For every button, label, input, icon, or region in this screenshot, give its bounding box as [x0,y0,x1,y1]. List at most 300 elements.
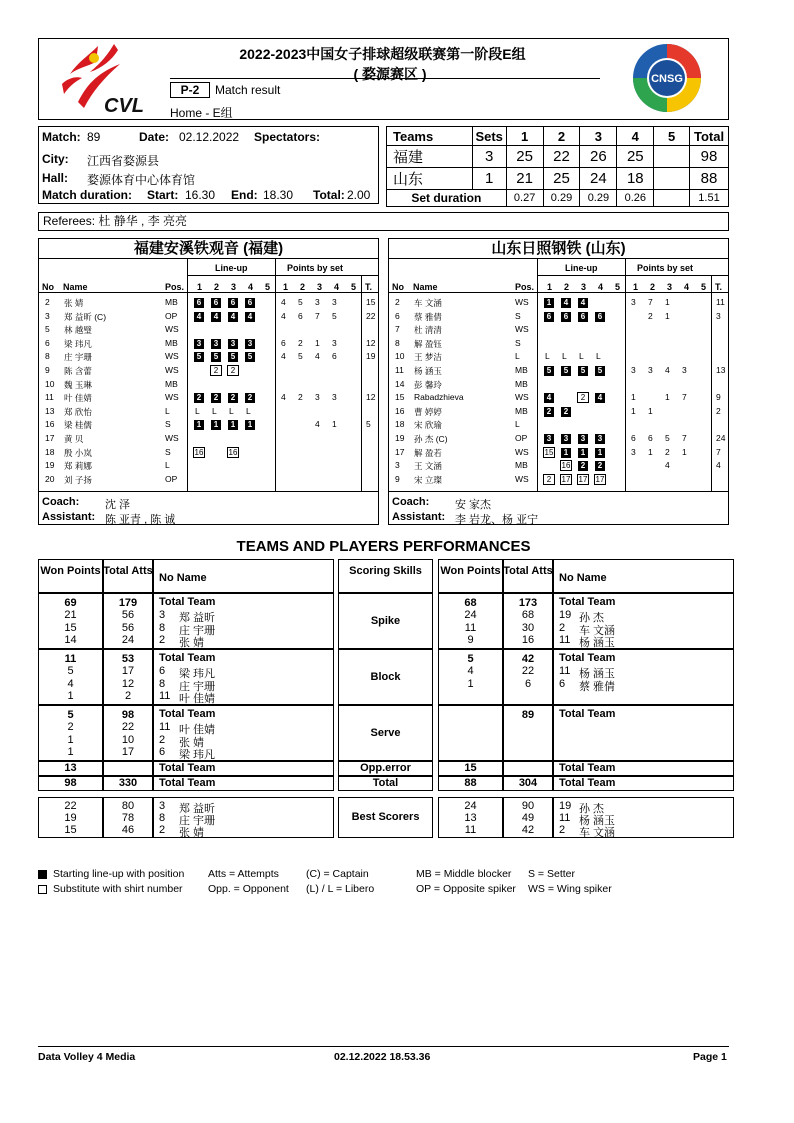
score-header: 3 [580,127,617,146]
player-number: 3 [45,310,50,321]
starting-position: 4 [211,312,221,322]
starting-position: 3 [228,339,238,349]
set-col-header: 5 [701,282,707,292]
libero-marker: L [246,405,251,416]
player-attempts: 10 [121,733,135,746]
team-b-name: 山东日照钢铁 (山东) [389,239,728,259]
player-name: 庄 宇珊 [64,352,92,363]
best-player-name: 车 文涵 [579,827,616,839]
player-number: 11 [559,665,571,677]
player-name: 梁 桂儒 [64,420,92,431]
set-points: 3 [631,365,636,375]
best-won-points: 24 [464,800,477,812]
hall-value: 婺源体育中心体育馆 [87,173,196,187]
summary-attempts: 330 [118,777,138,789]
player-number: 11 [159,690,171,702]
team-a-name: 福建安溪铁观音 (福建) [39,239,378,259]
player-number: 17 [395,446,405,457]
player-attempts: 56 [121,609,135,621]
score-header: 1 [506,127,543,146]
set-points: 4 [315,419,320,430]
set-col-header: 3 [667,282,673,292]
grid-line [537,259,538,491]
summary-label: Total Team [159,762,216,774]
best-player-number: 3 [159,800,166,812]
player-number: 3 [159,609,166,621]
name-header: Name [63,282,88,292]
player-name: 宋 立璨 [414,474,442,485]
starting-position: 6 [228,298,238,308]
team-attempts: 173 [518,597,538,609]
starting-position: 4 [245,312,255,322]
pos-header: Pos. [165,282,185,292]
substitute-number: 2 [227,365,239,376]
team-attempts: 89 [521,709,535,721]
set-points: 3 [315,392,320,403]
player-won-points: 2 [67,721,74,733]
score-cell [654,168,690,190]
player-attempts: 17 [121,746,135,758]
player-position: MB [515,460,528,471]
lineup-header: Line-up [215,263,248,273]
player-attempts: 17 [121,665,135,677]
starting-position: 6 [578,312,588,322]
set-col-header: 5 [351,282,357,292]
player-name: 蔡 雅倩 [579,680,616,693]
set-points: 2 [298,337,303,348]
set-points: 1 [665,297,670,307]
set-duration [654,190,690,207]
t-header: T. [365,282,373,292]
won-points-header: Won Points [40,565,101,577]
player-number: 2 [159,733,166,746]
player-position: L [165,405,170,416]
set-points: 6 [631,433,636,443]
total-points: 4 [716,460,721,471]
player-won-points: 9 [467,634,474,646]
team-total-label: Total Team [159,652,216,664]
won-points-header: Won Points [440,565,501,577]
no-name-header: No Name [559,572,607,584]
player-attempts: 22 [521,665,535,677]
player-attempts: 16 [521,634,535,646]
starting-position: 2 [544,407,554,417]
starting-position: 4 [595,393,605,403]
set-points: 7 [315,310,320,321]
starting-position: 5 [228,352,238,362]
set-col-header: 3 [231,282,237,292]
player-number: 18 [395,419,405,430]
summary-label: Total Team [559,777,616,789]
coach-label: Coach: [392,496,430,508]
player-number: 8 [159,677,166,690]
summary-cell [103,761,153,776]
set-duration-row [387,190,729,207]
team-a-roster [38,238,379,525]
player-position: WS [165,365,179,375]
player-name: 殷 小岚 [64,447,92,458]
player-number: 16 [395,405,405,416]
player-won-points: 4 [467,665,474,677]
total-points: 13 [716,365,726,375]
score-header: Total [690,127,729,146]
set-points: 4 [281,297,286,307]
summary-label: Total Team [559,762,616,774]
team-cell: 山东 [387,168,473,190]
player-attempts: 2 [124,690,132,702]
player-number: 9 [395,473,400,484]
player-attempts: 30 [521,621,535,634]
starting-position: 2 [561,407,571,417]
player-won-points: 15 [64,621,77,634]
player-position: WS [515,392,529,403]
player-position: MB [165,337,178,348]
player-number: 11 [45,392,54,403]
team-attempts: 53 [121,653,135,665]
starting-position: 2 [211,393,221,403]
legend-item: Substitute with shirt number [53,883,183,895]
player-number: 8 [159,621,166,634]
best-won-points: 22 [64,800,77,812]
player-number: 10 [45,378,55,389]
end-time: 18.30 [263,188,294,202]
summary-attempts: 304 [518,777,538,789]
team-won-points: 69 [64,597,77,609]
score-cell: 21 [506,168,543,190]
score-cell: 18 [617,168,654,190]
set-duration: 0.27 [506,190,543,207]
player-number: 2 [395,297,400,307]
coach-name: 安 家杰 [455,499,492,511]
best-attempts: 78 [121,812,135,824]
starting-position: 1 [211,420,221,430]
player-name: 梁 玮凡 [64,338,92,349]
starting-position: 1 [561,448,571,458]
team-attempts: 179 [118,597,138,609]
player-won-points: 1 [67,746,74,758]
footer-left: Data Volley 4 Media [38,1051,136,1063]
legend-item: S = Setter [528,868,575,880]
starting-position: 6 [211,298,221,308]
score-cell: 25 [617,146,654,168]
total-points: 12 [366,392,376,403]
team-won-points: 11 [64,653,77,665]
legend-item: OP = Opposite spiker [416,883,516,895]
set-points: 1 [648,405,653,416]
starting-position: 5 [211,352,221,362]
player-attempts: 68 [521,609,535,621]
starting-lineup-swatch [38,870,47,879]
libero-marker: L [212,405,217,416]
grid-line [275,259,276,491]
set-points: 1 [631,405,636,416]
starting-position: 1 [595,448,605,458]
summary-won-points: 15 [464,762,477,774]
player-won-points: 1 [67,733,74,746]
starting-position: 5 [245,352,255,362]
player-number: 13 [45,405,55,416]
best-player-number: 19 [559,800,572,812]
footer-rule [38,1046,729,1047]
player-attempts: 12 [121,677,135,690]
set-duration: 0.26 [617,190,654,207]
score-header: 5 [654,127,690,146]
player-name: 曹 婷婷 [414,406,442,417]
starting-position: 1 [228,420,238,430]
score-cell: 26 [580,146,617,168]
starting-position: 4 [578,298,588,308]
set-points: 1 [631,392,636,403]
player-name: 郑 欣怡 [64,406,92,417]
total-points: 12 [366,337,376,348]
team-attempts: 98 [121,709,135,721]
best-player-number: 8 [159,812,166,824]
player-position: MB [165,378,178,389]
best-player-name: 郑 益昕 [179,803,216,815]
assistant-label: Assistant: [392,511,446,523]
best-player-number: 11 [559,812,571,824]
assistant-name: 陈 亚青 , 陈 诚 [105,514,176,526]
score-cell: 88 [690,168,729,190]
starting-position: 1 [544,298,554,308]
grid-line [39,292,379,293]
cvl-logo-text: CVL [104,95,144,117]
grid-line [39,491,379,492]
player-won-points: 21 [64,609,77,621]
starting-position: 5 [595,366,605,376]
substitute-number: 2 [210,365,222,376]
legend-item: WS = Wing spiker [528,883,612,895]
score-cell: 98 [690,146,729,168]
starting-position: 3 [578,434,588,444]
start-time: 16.30 [185,188,216,202]
player-position: MB [515,365,528,375]
player-number: 3 [395,460,400,471]
set-points: 4 [315,351,320,362]
summary-won-points: 13 [64,762,77,774]
player-name: 叶 佳婧 [64,393,92,404]
set-points: 3 [332,297,337,307]
starting-position: 2 [194,393,204,403]
set-col-header: 1 [547,282,553,292]
points-header: Points by set [287,263,344,273]
set-points: 6 [298,310,303,321]
starting-position: 3 [595,434,605,444]
set-col-header: 5 [615,282,621,292]
starting-position: 4 [228,312,238,322]
player-position: L [515,351,520,362]
legend-item: MB = Middle blocker [416,868,512,880]
set-col-header: 3 [317,282,323,292]
player-number: 15 [395,392,405,403]
player-name: 王 梦洁 [414,352,442,363]
assistant-label: Assistant: [42,511,96,523]
set-col-header: 4 [684,282,690,292]
page-subtitle: ( 婺源赛区 ) [353,66,427,82]
name-header: Name [413,282,438,292]
player-name: 郑 益昕 (C) [64,311,107,322]
total-points: 22 [366,310,376,321]
player-name: 郑 益昕 [179,612,216,624]
player-name: 魏 玉琳 [64,379,92,390]
player-name: 车 文涵 [414,298,442,308]
best-won-points: 15 [64,824,77,836]
starting-position: 4 [561,298,571,308]
team-cell: 福建 [387,146,473,168]
starting-position: 6 [245,298,255,308]
set-points: 5 [332,310,337,321]
set-points: 4 [665,460,670,471]
team-total-label: Total Team [559,652,616,664]
player-name: 孙 杰 (C) [414,434,448,444]
summary-won-points: 98 [64,777,77,789]
cnsg-logo-text: CNSG [651,73,683,85]
best-attempts: 80 [121,800,135,812]
starting-position: 3 [211,339,221,349]
player-name: 蔡 雅倩 [414,311,442,322]
player-name: 梁 玮凡 [179,668,216,680]
starting-position: 4 [544,393,554,403]
player-attempts: 56 [121,621,135,634]
score-header: Sets [472,127,506,146]
total-points: 24 [716,433,726,443]
starting-position: 5 [544,366,554,376]
starting-position: 1 [245,420,255,430]
libero-marker: L [562,351,567,362]
total-atts-header: Total Atts [503,565,553,577]
set-points: 7 [648,297,653,307]
legend-item: (C) = Captain [306,868,369,880]
player-name: 张 婧 [179,736,205,749]
total-atts-header: Total Atts [103,565,153,577]
libero-marker: L [545,351,550,362]
score-cell: 25 [506,146,543,168]
summary-name: Opp.error [360,762,411,774]
best-won-points: 13 [464,812,477,824]
referees: Referees: 杜 静华 , 李 亮亮 [38,212,729,231]
starting-position: 3 [245,339,255,349]
grid-line [711,275,712,491]
player-number: 14 [395,378,405,389]
starting-position: 6 [544,312,554,322]
starting-position: 6 [561,312,571,322]
player-number: 19 [395,433,405,443]
player-won-points: 1 [67,690,74,702]
score-cell [654,146,690,168]
starting-position: 5 [578,366,588,376]
player-number: 11 [159,721,171,733]
team-b-roster [388,238,729,525]
best-player-name: 张 婧 [179,827,205,839]
player-position: OP [165,310,178,321]
coach-label: Coach: [42,496,80,508]
set-col-header: 4 [248,282,254,292]
player-number: 19 [45,460,55,471]
player-name: 林 越璧 [64,325,92,336]
best-player-name: 孙 杰 [579,803,605,815]
score-cell: 25 [543,168,580,190]
set-col-header: 1 [283,282,289,292]
total-time: 2.00 [347,188,371,202]
player-number: 2 [45,297,50,307]
player-position: S [515,337,521,348]
set-duration: 0.29 [543,190,580,207]
starting-position: 4 [194,312,204,322]
match-date: 02.12.2022 [179,130,240,144]
hall-label: Hall: [42,171,69,185]
home-group: Home - E组 [170,106,233,120]
player-name: 陈 含蕾 [64,366,92,376]
player-name: 黄 贝 [64,434,84,444]
player-name: 杨 涵玉 [579,637,616,649]
player-number: 2 [159,634,166,646]
set-col-header: 1 [197,282,203,292]
assistant-name: 李 岩龙、杨 亚宁 [455,514,539,526]
player-position: L [515,419,520,430]
player-name: 宋 欣瑜 [414,420,442,431]
player-number: 6 [559,677,566,690]
best-attempts: 90 [521,800,535,812]
performance-title: TEAMS AND PLAYERS PERFORMANCES [236,538,531,555]
player-position: OP [165,473,178,484]
grid-line [389,292,729,293]
match-info-box [38,126,379,204]
footer-center: 02.12.2022 18.53.36 [334,1051,431,1063]
player-position: S [165,446,171,457]
player-name: 杜 清清 [414,325,442,336]
city-value: 江西省婺源县 [87,154,160,168]
t-header: T. [715,282,723,292]
player-number: 7 [395,324,400,335]
total-points: 15 [366,297,376,307]
player-number: 8 [45,351,50,362]
set-points: 3 [631,446,636,457]
player-position: WS [515,446,529,457]
date-label: Date: [139,130,170,144]
player-name: 梁 玮凡 [179,749,216,761]
page-title: 2022-2023中国女子排球超级联赛第一阶段E组 [239,46,526,62]
set-points: 4 [281,310,286,321]
starting-position: 3 [561,434,571,444]
player-name: 郑 莉娜 [64,461,92,472]
set-points: 6 [332,351,337,362]
total-label: Total: [313,188,345,202]
total-points: 2 [716,405,721,416]
set-points: 4 [281,351,286,362]
player-name: 张 婧 [179,637,205,649]
no-header: No [392,282,404,292]
set-points: 3 [332,337,337,348]
set-col-header: 2 [650,282,656,292]
match-label: Match: [42,130,81,144]
substitute-number: 17 [578,474,588,484]
set-points: 4 [665,365,670,375]
best-attempts: 49 [521,812,535,824]
player-name: 彭 馨玲 [414,379,442,390]
set-points: 1 [665,310,670,321]
cnsg-logo [626,40,708,116]
set-points: 1 [665,392,670,403]
team-total-label: Total Team [559,596,616,608]
start-label: Start: [147,188,179,202]
libero-marker: L [195,405,200,416]
best-scorers-label: Best Scorers [351,811,420,823]
player-attempts: 22 [121,721,135,733]
player-number: 6 [395,310,400,321]
match-number: 89 [87,130,101,144]
score-row-home [387,146,729,168]
player-name: 叶 佳婧 [179,693,216,705]
